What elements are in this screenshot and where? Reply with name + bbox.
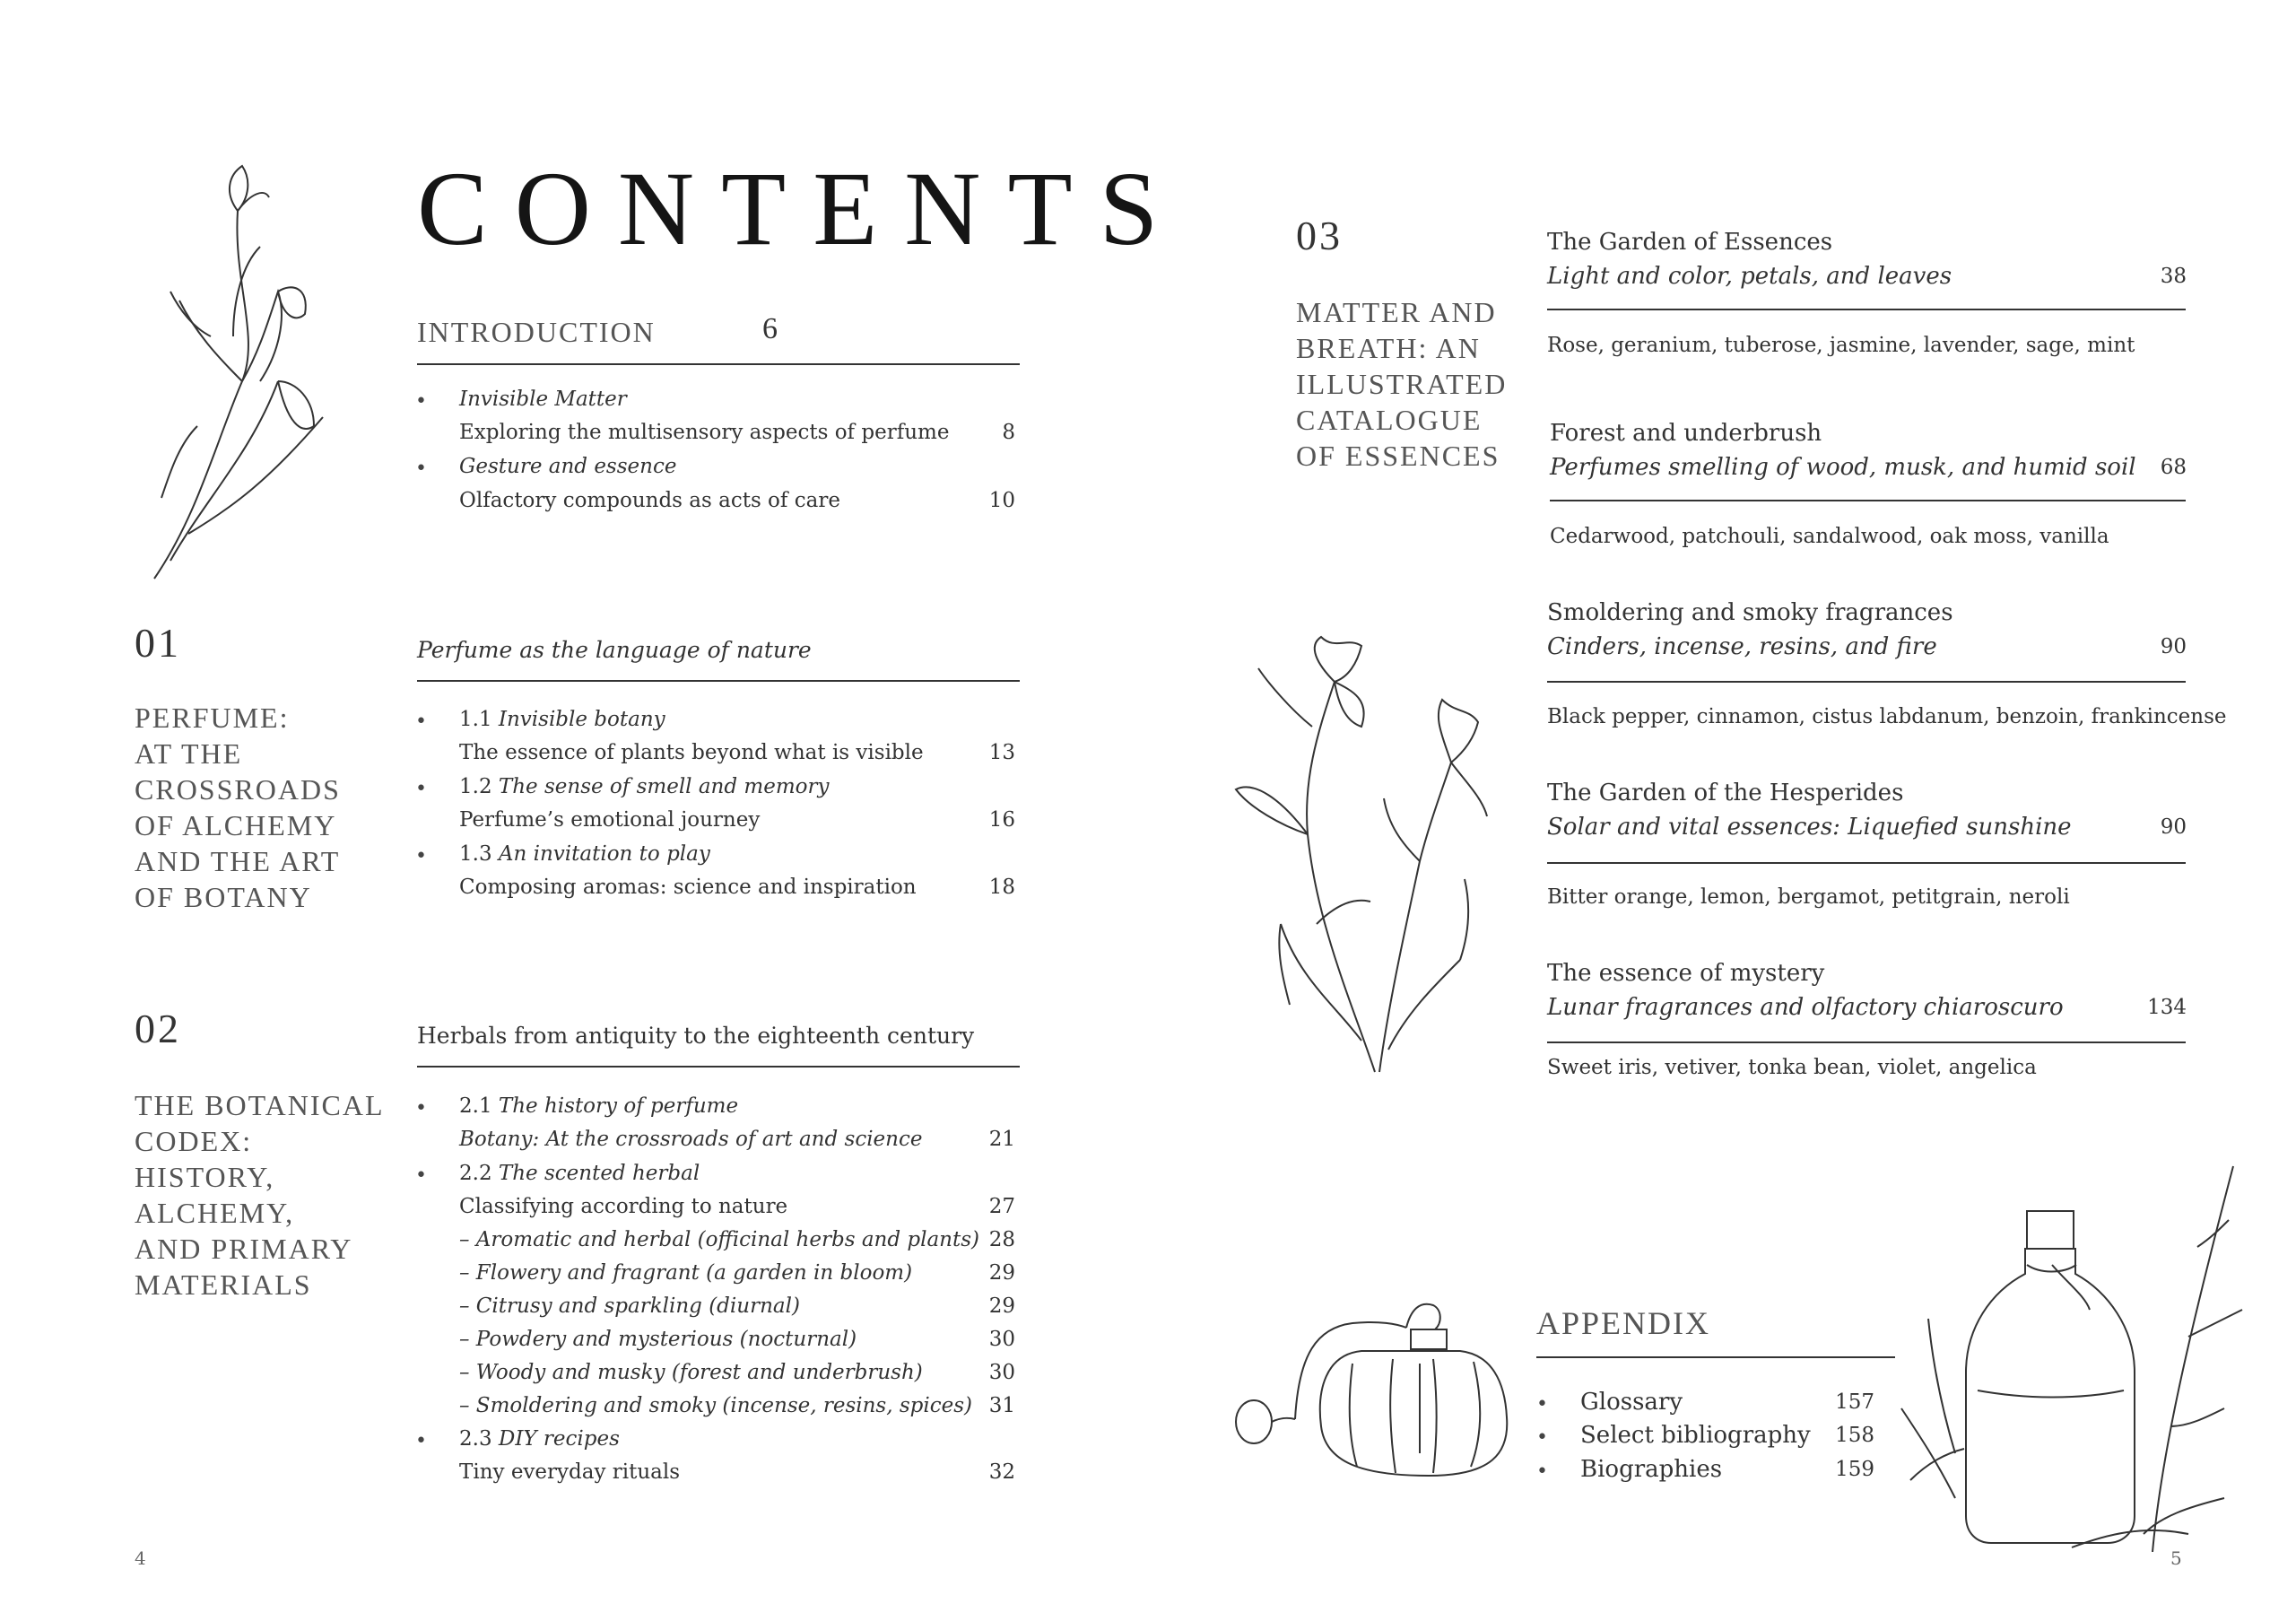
essence-subtitle: Perfumes smelling of wood, musk, and humid soil [1550, 454, 2136, 481]
section-text: The essence of plants beyond what is visible [459, 741, 924, 764]
section-page: 18 [988, 876, 1015, 899]
appendix-item: Biographies [1580, 1456, 1723, 1483]
essence-ingredients: Cedarwood, patchouli, sandalwood, oak moss, vanilla [1550, 525, 2109, 548]
bullet: • [415, 1164, 427, 1187]
page-number-left: 4 [135, 1547, 146, 1569]
appendix-page: 159 [1835, 1458, 1874, 1481]
chapter-number: 02 [135, 1006, 181, 1051]
essence-title: Forest and underbrush [1550, 420, 1822, 447]
chapter-heading: Perfume as the language of nature [417, 637, 812, 663]
bullet: • [1536, 1426, 1548, 1449]
subsection-text: – Powdery and mysterious (nocturnal) [459, 1328, 857, 1351]
essence-page: 38 [2160, 265, 2187, 288]
essence-subtitle: Solar and vital essences: Liquefied sunshine [1547, 814, 2072, 841]
section-text: Botany: At the crossroads of art and science [459, 1128, 923, 1151]
intro-entry-title: Gesture and essence [459, 455, 677, 478]
intro-entry-title: Invisible Matter [459, 388, 627, 411]
appendix-page: 158 [1835, 1424, 1874, 1447]
bullet: • [415, 1097, 427, 1120]
essence-ingredients: Bitter orange, lemon, bergamot, petitgrain, neroli [1547, 885, 2070, 909]
intro-entry-text: Olfactory compounds as acts of care [459, 489, 840, 512]
subsection-page: 31 [988, 1394, 1015, 1417]
chapter-heading: Herbals from antiquity to the eighteenth century [417, 1023, 975, 1049]
section-text: Composing aromas: science and inspiration [459, 876, 917, 899]
perfume-atomizer-illustration [1227, 1274, 1514, 1489]
bullet: • [1536, 1393, 1548, 1416]
section-title: 1.1 Invisible botany [459, 708, 665, 731]
chapter-number: 01 [135, 620, 181, 666]
chapter-number: 03 [1296, 213, 1343, 258]
essence-rule [1547, 1041, 2186, 1043]
essence-title: The Garden of Essences [1547, 229, 1833, 256]
chapter-rule [417, 680, 1020, 682]
essence-title: Smoldering and smoky fragrances [1547, 599, 1953, 626]
section-title: 1.2 The sense of smell and memory [459, 775, 830, 798]
essence-rule [1550, 500, 2186, 501]
intro-page: 6 [762, 312, 780, 345]
subsection-text: – Aromatic and herbal (officinal herbs and plants) [459, 1228, 979, 1251]
section-title: 2.3 DIY recipes [459, 1427, 620, 1451]
subsection-text: – Smoldering and smoky (incense, resins, spices) [459, 1394, 973, 1417]
subsection-text: – Flowery and fragrant (a garden in bloom) [459, 1261, 913, 1285]
essence-page: 90 [2160, 815, 2187, 839]
subsection-page: 29 [988, 1261, 1015, 1285]
essence-ingredients: Sweet iris, vetiver, tonka bean, violet, angelica [1547, 1056, 2037, 1079]
essence-rule [1547, 862, 2186, 864]
intro-entry-page: 8 [1002, 421, 1015, 444]
essence-rule [1547, 309, 2186, 310]
essence-subtitle: Light and color, petals, and leaves [1547, 263, 1952, 290]
bullet: • [1536, 1460, 1548, 1483]
subsection-page: 28 [988, 1228, 1015, 1251]
essence-title: The Garden of the Hesperides [1547, 780, 1904, 806]
subsection-page: 30 [988, 1328, 1015, 1351]
section-text: Classifying according to nature [459, 1195, 788, 1218]
chapter-title: PERFUME: AT THE CROSSROADS OF ALCHEMY AND THE ART OF BOTANY [135, 702, 341, 913]
intro-entry-page: 10 [988, 489, 1015, 512]
page-title: CONTENTS [417, 150, 1186, 267]
chapter-title: MATTER AND BREATH: AN ILLUSTRATED CATALOGUE OF ESSENCES [1296, 296, 1508, 472]
chapter-title: THE BOTANICAL CODEX: HISTORY, ALCHEMY, AND PRIMARY MATERIALS [135, 1089, 385, 1301]
essence-subtitle: Lunar fragrances and olfactory chiaroscuro [1547, 994, 2064, 1021]
section-title: 2.2 The scented herbal [459, 1162, 700, 1185]
section-page: 13 [988, 741, 1015, 764]
section-text: Tiny everyday rituals [459, 1460, 681, 1484]
section-text: Perfume’s emotional journey [459, 808, 761, 832]
essence-ingredients: Black pepper, cinnamon, cistus labdanum, benzoin, frankincense [1547, 705, 2227, 728]
bullet: • [415, 710, 427, 733]
page-number-right: 5 [2170, 1547, 2182, 1569]
appendix-label: APPENDIX [1536, 1305, 1711, 1341]
subsection-page: 29 [988, 1294, 1015, 1318]
section-title: 2.1 The history of perfume [459, 1094, 739, 1118]
section-page: 27 [988, 1195, 1015, 1218]
subsection-text: – Citrusy and sparkling (diurnal) [459, 1294, 800, 1318]
essence-ingredients: Rose, geranium, tuberose, jasmine, lavender, sage, mint [1547, 334, 2135, 357]
bullet: • [415, 845, 427, 867]
essence-subtitle: Cinders, incense, resins, and fire [1547, 633, 1937, 660]
section-page: 32 [988, 1460, 1015, 1484]
section-page: 21 [988, 1128, 1015, 1151]
appendix-item: Select bibliography [1580, 1422, 1811, 1449]
essence-rule [1547, 681, 2186, 683]
bullet: • [415, 458, 427, 480]
bullet: • [415, 390, 427, 413]
appendix-rule [1536, 1356, 1895, 1358]
intro-entry-text: Exploring the multisensory aspects of perfume [459, 421, 950, 444]
section-page: 16 [988, 808, 1015, 832]
chapter-rule [417, 1066, 1020, 1068]
bottle-and-herbs-illustration [1892, 1139, 2251, 1552]
intro-label: INTRODUCTION [417, 316, 656, 348]
essence-page: 134 [2147, 996, 2187, 1019]
essence-page: 90 [2160, 635, 2187, 658]
bullet: • [415, 778, 427, 800]
snowdrop-illustration [144, 157, 350, 588]
subsection-page: 30 [988, 1361, 1015, 1384]
subsection-text: – Woody and musky (forest and underbrush) [459, 1361, 923, 1384]
appendix-item: Glossary [1580, 1389, 1683, 1416]
bullet: • [415, 1430, 427, 1452]
lily-illustration [1227, 628, 1496, 1076]
section-title: 1.3 An invitation to play [459, 842, 710, 866]
essence-title: The essence of mystery [1547, 960, 1825, 987]
appendix-page: 157 [1835, 1390, 1874, 1414]
intro-rule [417, 363, 1020, 365]
essence-page: 68 [2160, 456, 2187, 479]
